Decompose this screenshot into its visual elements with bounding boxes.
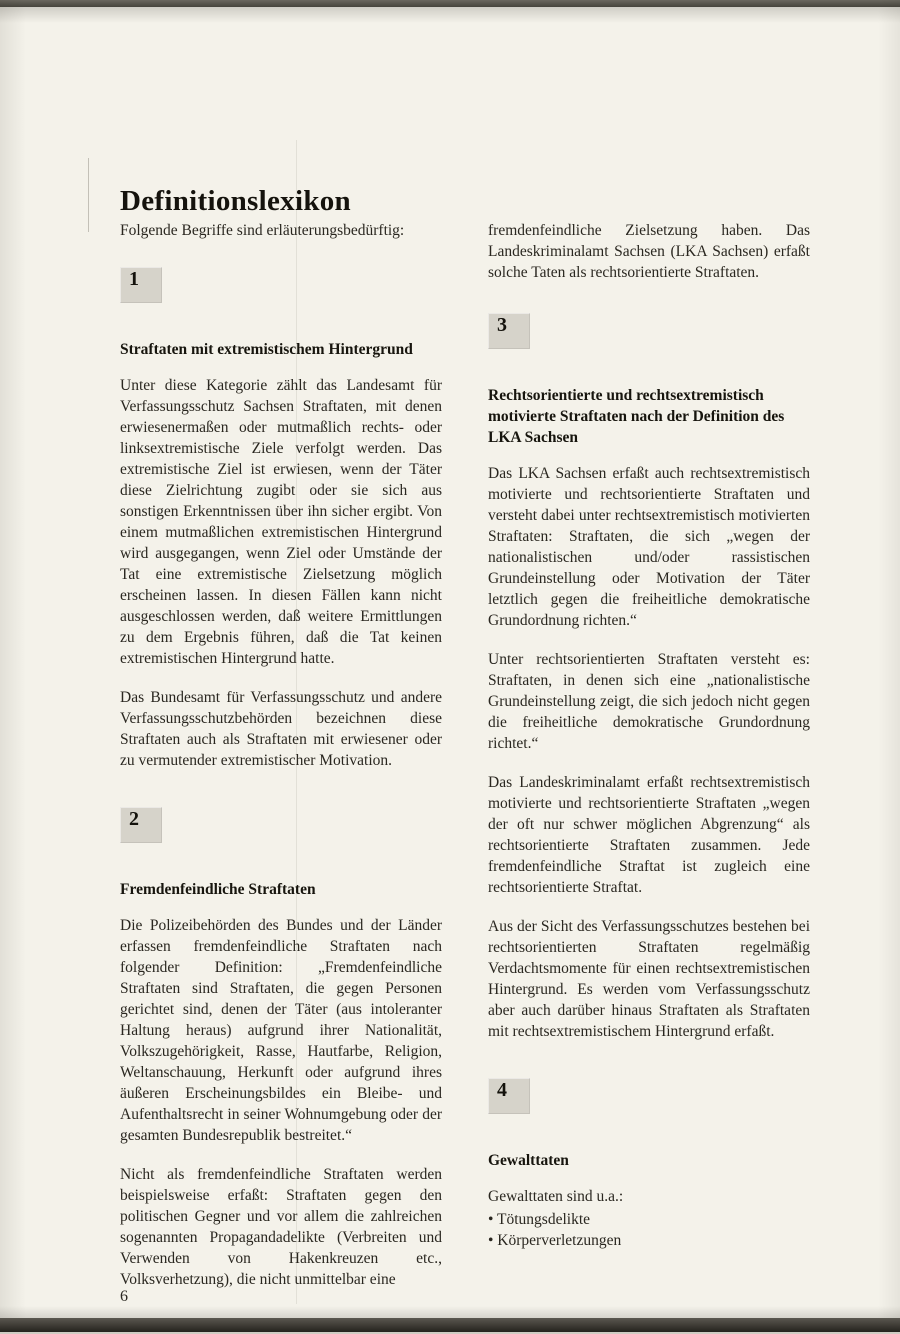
scan-top-shadow [0,7,900,23]
section-heading-2: Fremdenfeindliche Straftaten [120,881,316,898]
margin-mark-line [88,158,89,232]
violence-bullet-item: • Körperverletzungen [488,1232,622,1249]
section-3-paragraph: Aus der Sicht des Verfassungsschutzes bestehen bei rechtsorientierten Straftaten regelmäßig Verdachtsmomente für einen rechtsextremistischen Hintergrund. Es werden vom Verfassungsschutz aber auch darüber hinaus Straftaten als Straftaten mit rechtsextremistischem Hintergrund erfaßt. [488,918,810,1040]
continuation-paragraph: fremdenfeindliche Zielsetzung haben. Das Landeskriminalamt Sachsen (LKA Sachsen) erfaßt solche Taten als rechtsorientierte Straftaten. [488,222,810,281]
section-number-box-2: 2 [120,807,162,843]
section-2-paragraph: Die Polizeibehörden des Bundes und der Länder erfassen fremdenfeindliche Straftaten nach folgender Definition: „Fremdenfeindliche Straftaten sind Straftaten, die gegen Personen gerichtet sind, denen der Täter (aus intoleranter Haltung heraus) aufgrund ihrer Nationalität, Volkszugehörigkeit, Rasse, Hautfarbe, Religion, Weltanschauung, Herkunft oder aufgrund ihres äußeren Erscheinungsbildes ein Bleibe- und Aufenthaltsrecht in seiner Wohnumgebung oder der gesamten Bundesrepublik bestreitet.“ [120,917,442,1144]
intro-text: Folgende Begriffe sind erläuterungsbedürftig: [120,222,405,239]
scan-right-shadow [878,0,900,1334]
section-heading-4: Gewalttaten [488,1152,569,1169]
section-1-paragraph: Das Bundesamt für Verfassungsschutz und andere Verfassungsschutzbehörden bezeichnen diese Straftaten auch als Straftaten mit erwiesener oder zu vermutender extremistischer Motivation. [120,689,442,769]
scan-top-edge [0,0,900,7]
scan-bottom-edge [0,1318,900,1332]
section-3-paragraph: Das LKA Sachsen erfaßt auch rechtsextremistisch motivierte und rechtsorientierte Straftaten und versteht dabei unter rechtsextremistisch motivierten Straftaten: Straftaten, die sich „wegen der nationalistischen und/oder rassistischen Grundeinstellung oder Motivation der Täter letztlich gegen die freiheitliche demokratische Grundordnung richten.“ [488,465,810,629]
page-title: Definitionslexikon [120,185,351,218]
right-column [488,220,810,1251]
section-2-paragraph: Nicht als fremdenfeindliche Straftaten werden beispielsweise erfaßt: Straftaten gegen den politischen Gegner und vor allem die zahlreichen sogenannten Propagandadelikte (Verbreiten und Verwenden von Hakenkreuzen etc., Volksverhetzung), die nicht unmittelbar eine [120,1166,442,1288]
violence-bullet-item: • Tötungsdelikte [488,1211,591,1228]
section-3-paragraph: Das Landeskriminalamt erfaßt rechtsextremistisch motivierte und rechtsorientierte Straftaten „wegen der oft nur schwer möglichen Abgrenzung“ als rechtsorientierte Straftaten zusammen. Jede fremdenfeindliche Straftat ist zugleich eine rechtsorientierte Straftat. [488,774,810,896]
scan-bottom-shadow [0,1306,900,1318]
section-heading-3: Rechtsorientierte und rechtsextremistisch motivierte Straftaten nach der Definition des LKA Sachsen [488,387,785,446]
section-heading-1: Straftaten mit extremistischem Hintergrund [120,341,413,358]
section-3-paragraph: Unter rechtsorientierten Straftaten versteht es: Straftaten, in denen sich eine „nationalistische Grundeinstellung zeigt, die sich jedoch nicht gegen die freiheitliche demokratische Grundordnung richtet.“ [488,651,810,752]
scan-left-shadow [0,0,26,1334]
section-number-box-1: 1 [120,267,162,303]
section-number-box-4: 4 [488,1078,530,1114]
left-column [120,220,442,1308]
violence-intro-text: Gewalttaten sind u.a.: [488,1188,624,1205]
section-1-paragraph: Unter diese Kategorie zählt das Landesamt für Verfassungsschutz Sachsen Straftaten, mit denen erwiesenermaßen oder mutmaßlich rechts- oder linksextremistische Ziele verfolgt werden. Das extremistische Ziel ist erwiesen, wenn der Täter diese Zielrichtung zugibt oder sie sich aus sonstigen Erkenntnissen über ihn sicher ergibt. Von einem mutmaßlichen extremistischen Hintergrund wird ausgegangen, wenn Ziel oder Umstände der Tat eine extremistische Zielsetzung möglich erscheinen lassen. In diesen Fällen kann nicht ausgeschlossen werden, daß weitere Ermittlungen zu dem Ergebnis führen, daß die Tat keinen extremistischen Hintergrund hatte. [120,377,442,667]
section-number-box-3: 3 [488,313,530,349]
page-number: 6 [120,1288,128,1305]
